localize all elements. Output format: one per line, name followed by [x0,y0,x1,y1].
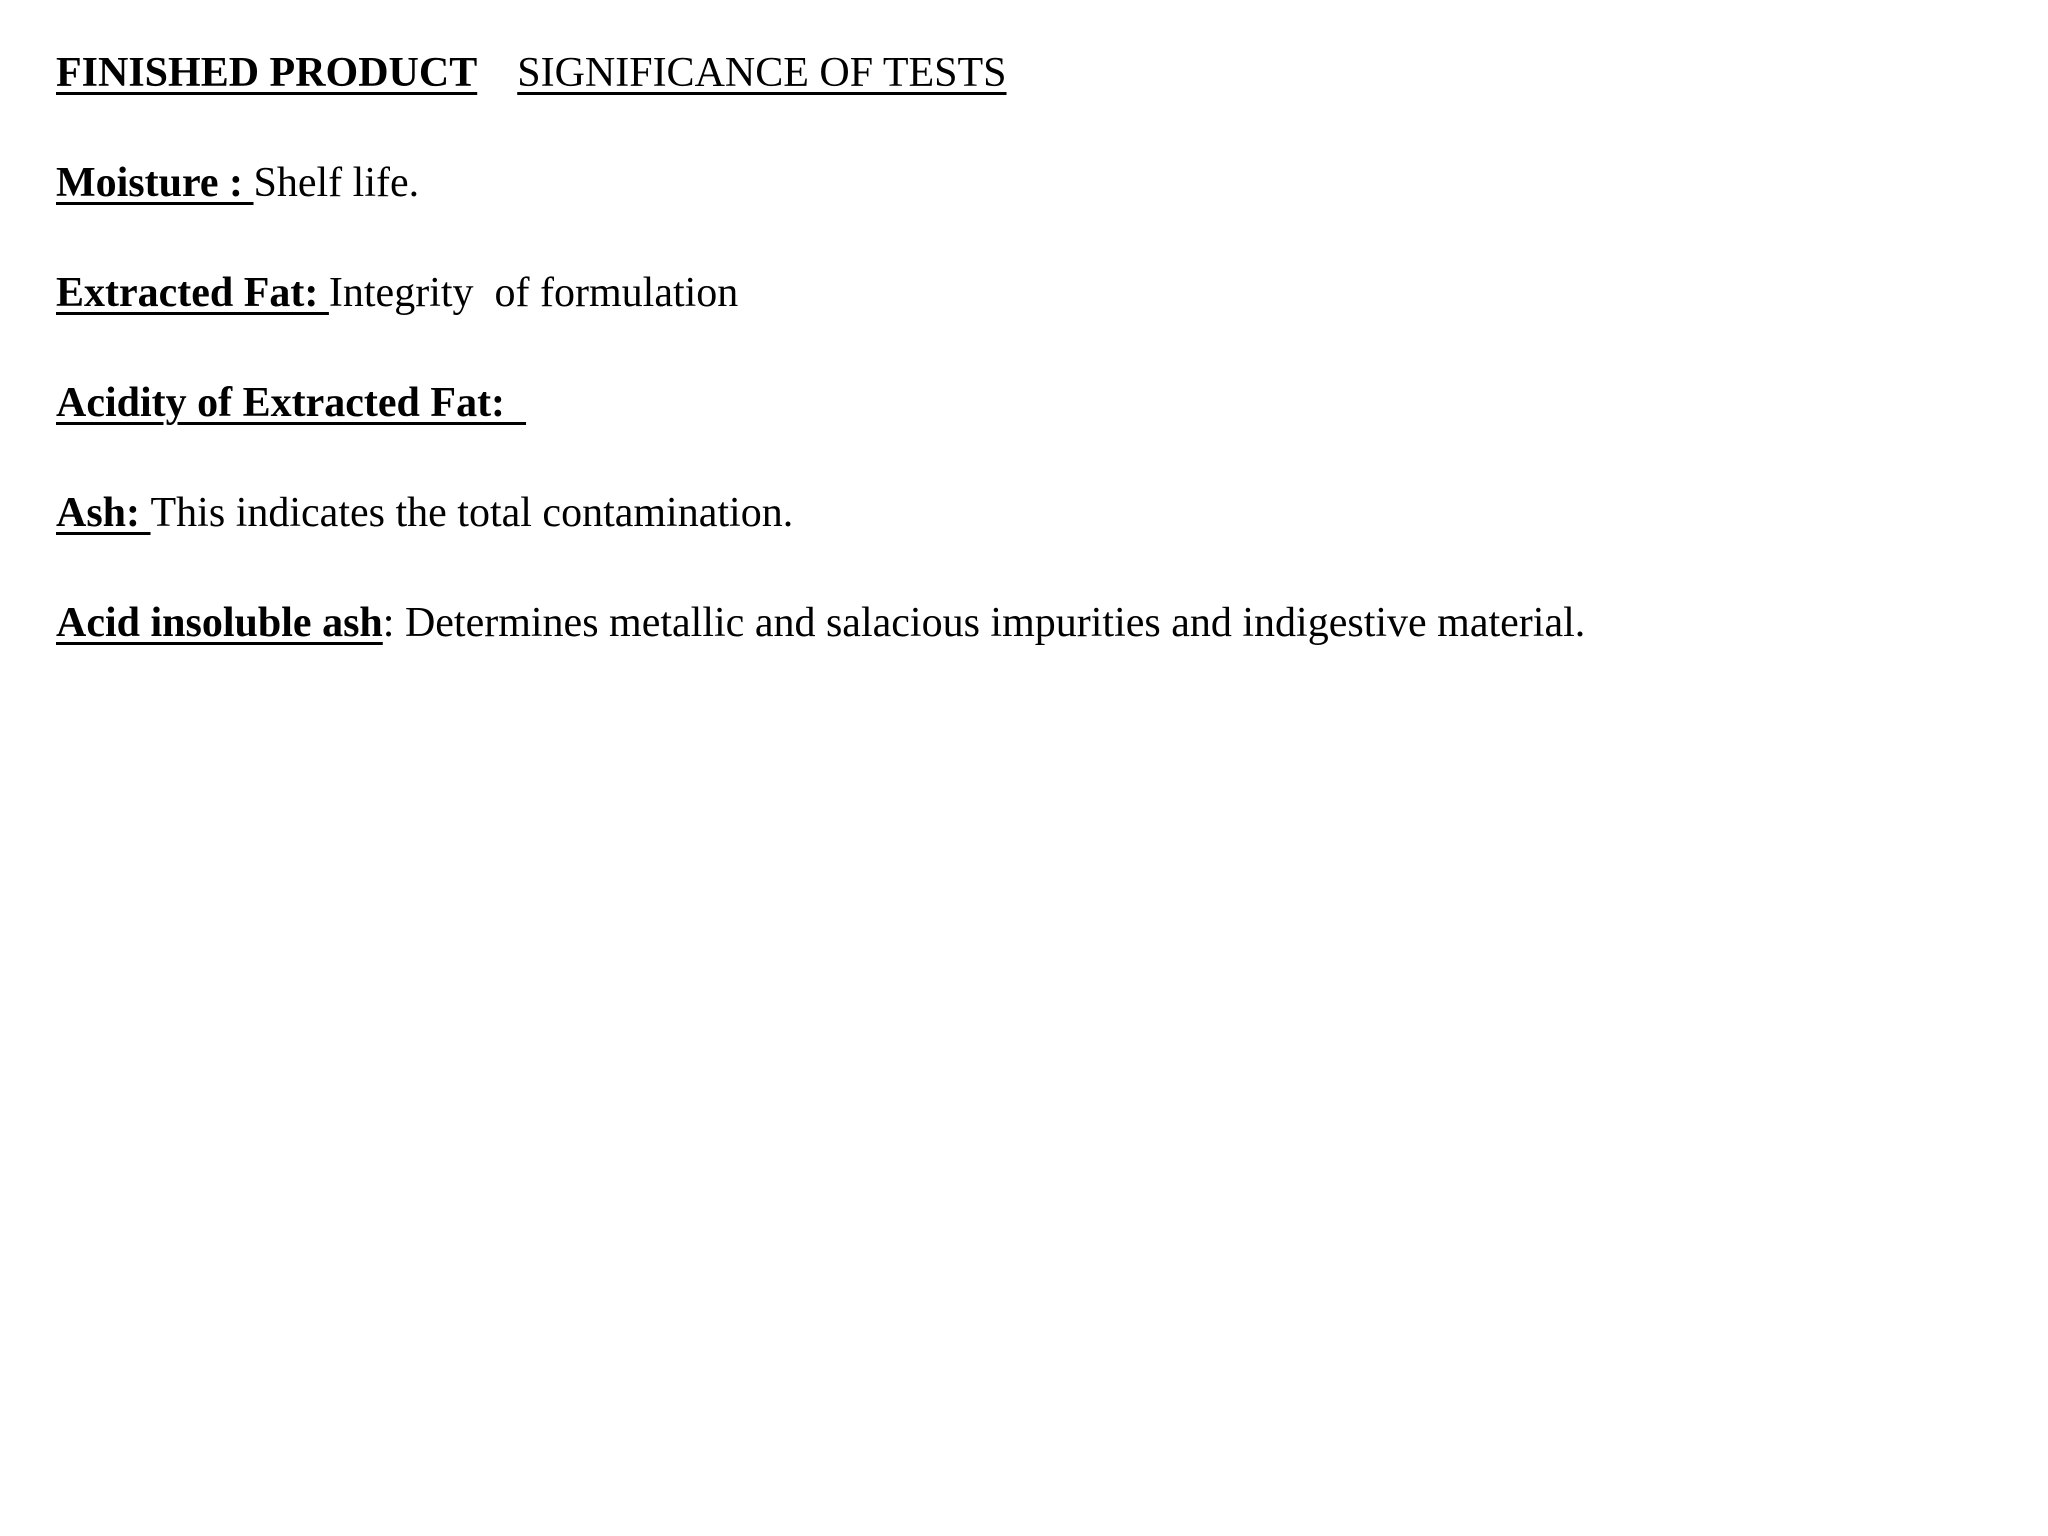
item-term: Ash: [56,490,151,536]
heading-line [56,48,1007,98]
heading-title: FINISHED PRODUCT [56,50,478,96]
item-extracted-fat [56,268,738,318]
item-description: : Determines metallic and salacious impurities and indigestive material. [382,600,1586,646]
item-term: Moisture : [56,160,254,206]
item-term: Acidity of Extracted Fat: [56,380,527,426]
item-term: Extracted Fat: [56,270,329,316]
item-acid-insoluble-ash [56,598,1585,648]
item-acidity-of-extracted-fat [56,378,526,428]
item-term: Acid insoluble ash [56,600,383,646]
item-moisture [56,158,419,208]
item-description: Shelf life. [253,160,420,206]
item-description: This indicates the total contamination. [150,490,794,536]
heading-subtitle: SIGNIFICANCE OF TESTS [517,50,1007,96]
item-ash [56,488,793,538]
item-description: Integrity of formulation [328,270,739,316]
